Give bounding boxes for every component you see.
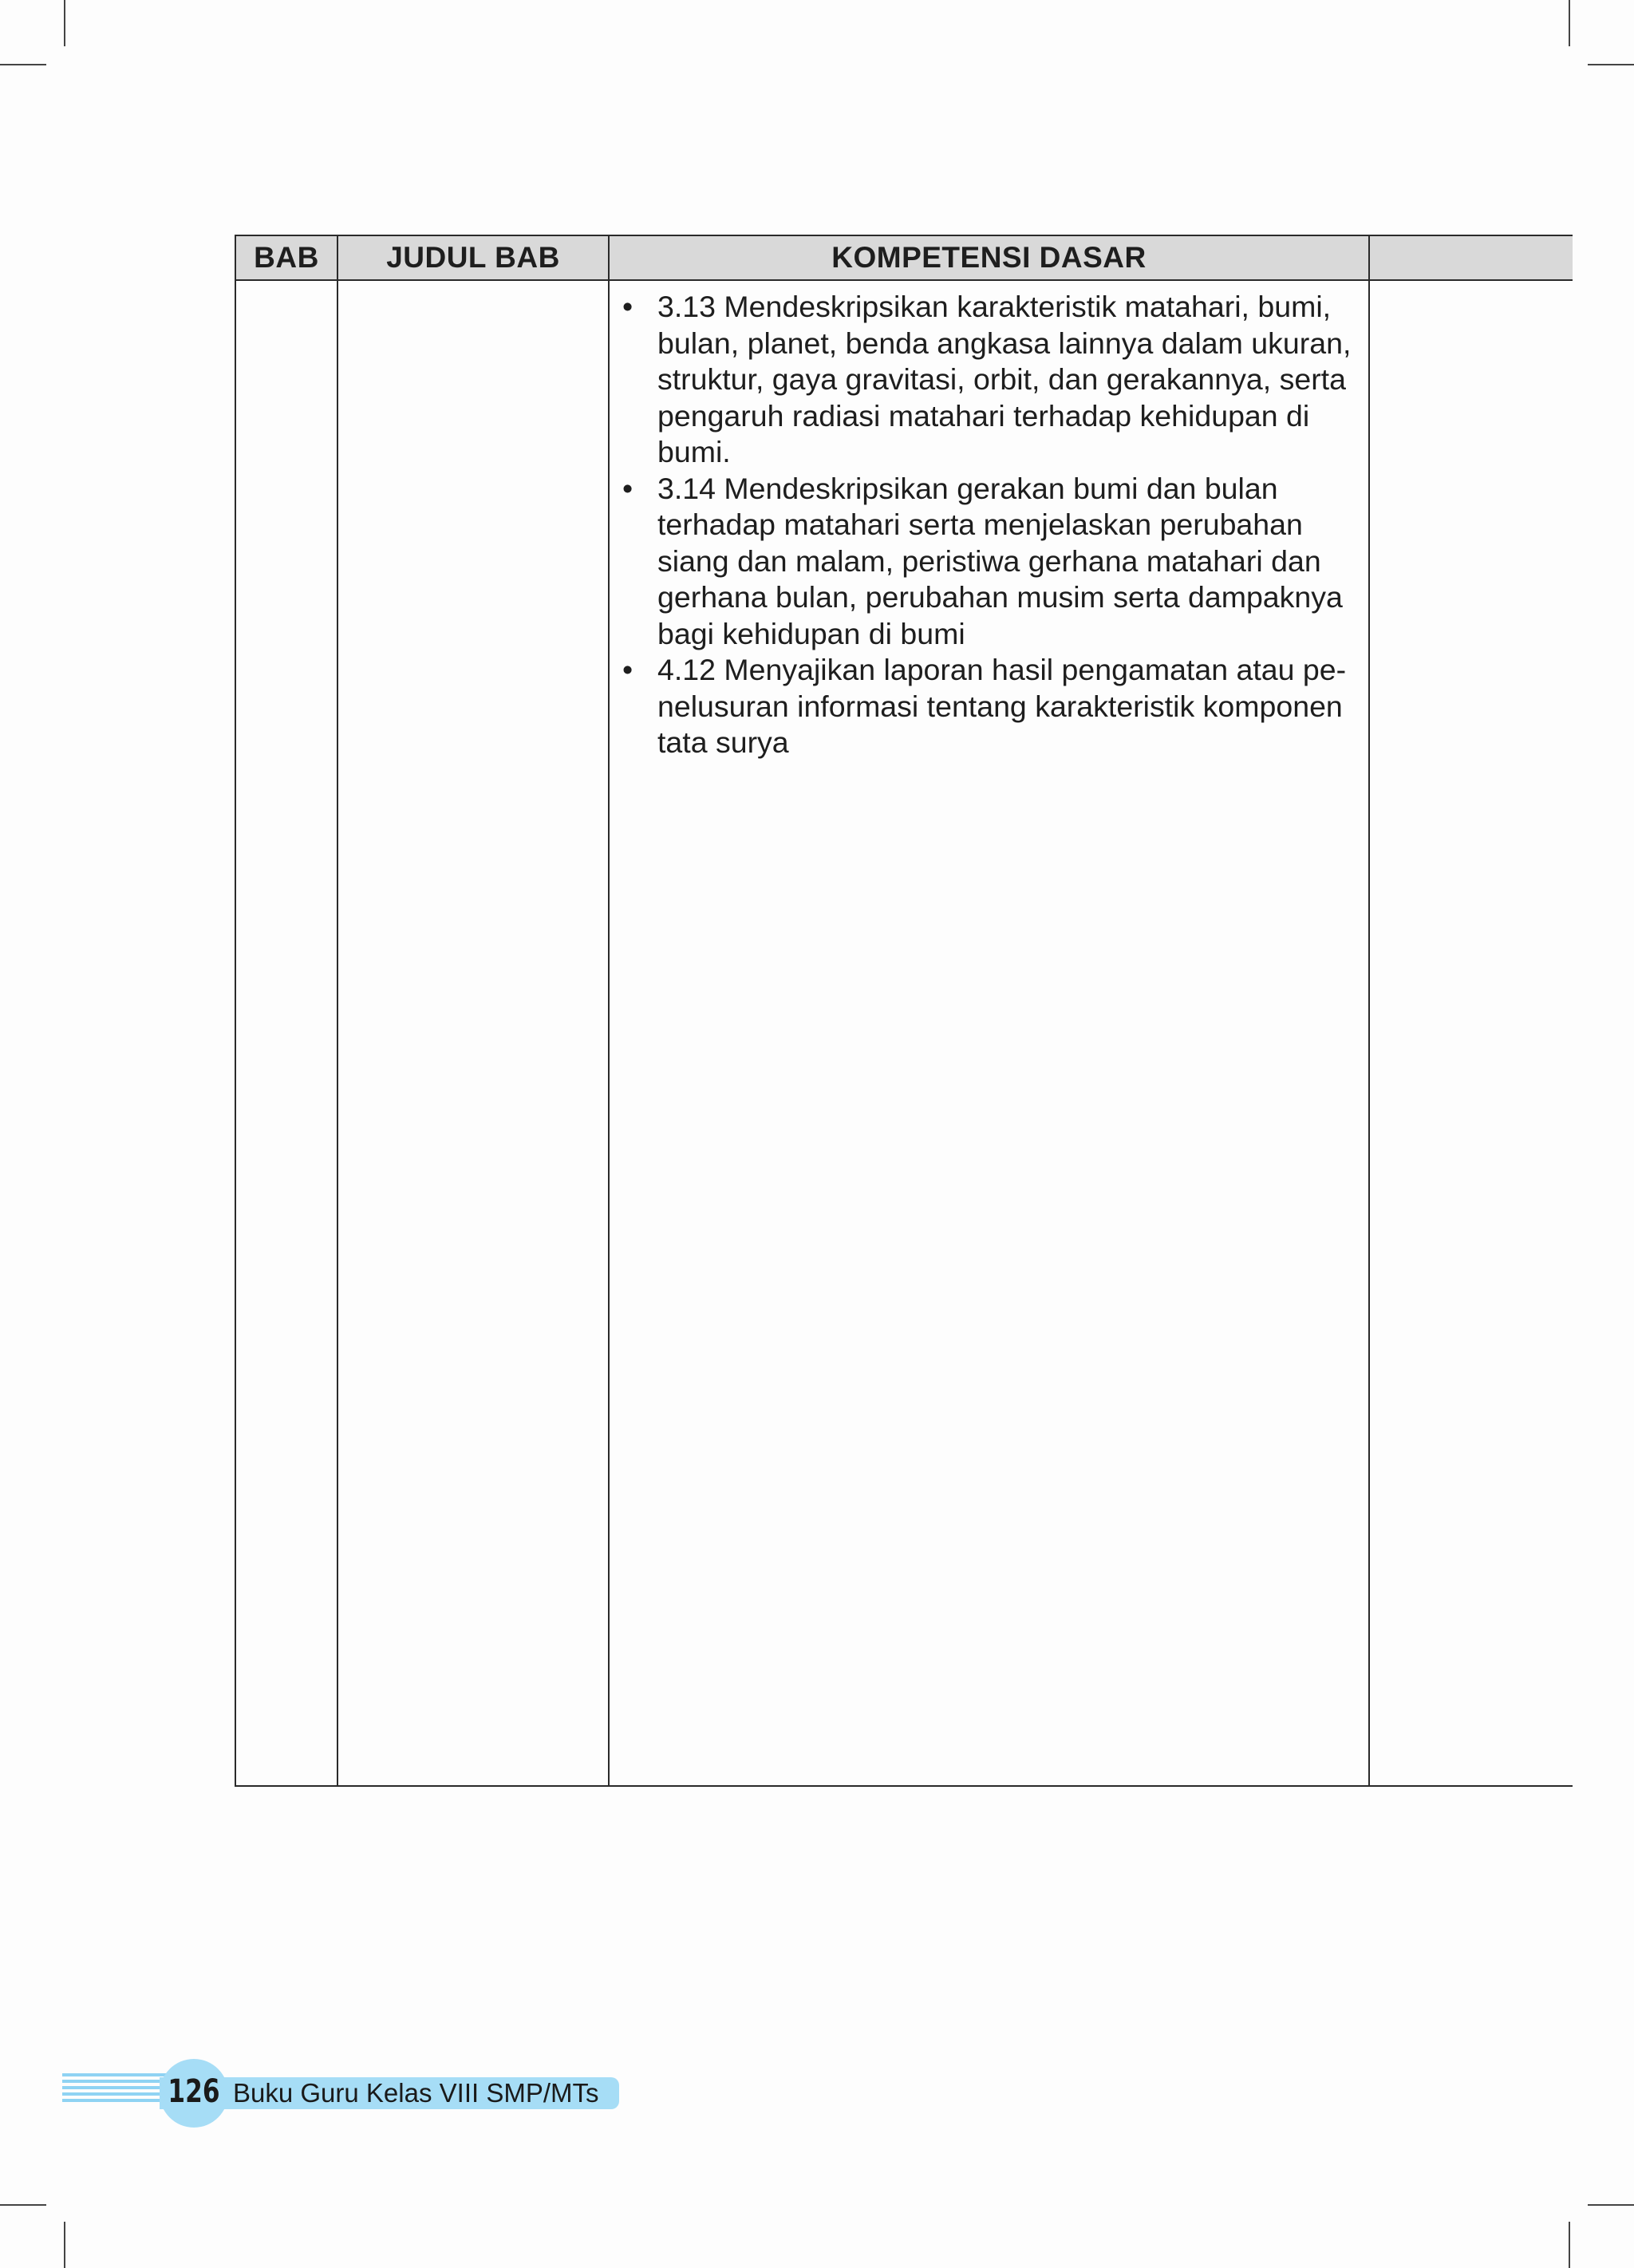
header-kompetensi-dasar: KOMPETENSI DASAR (609, 235, 1369, 280)
competency-text: 3.13 Mendeskripsikan karakteristik matahari, bumi, bulan, planet, benda angkasa lainnya dalam ukuran, struktur, gaya gravitasi, orbit, dan gerakannya, serta pengaruh radiasi matahari terhadap kehidupan di bumi. (657, 290, 1352, 468)
header-bab: BAB (235, 235, 337, 280)
cell-judul-bab (337, 280, 609, 1786)
competency-list (610, 281, 1368, 761)
header-extra (1369, 235, 1573, 280)
table-header-row (235, 235, 1573, 280)
cell-kompetensi-dasar (609, 280, 1369, 1786)
page-number: 126 (168, 2073, 220, 2110)
header-judul-bab: JUDUL BAB (337, 235, 609, 280)
cell-bab (235, 280, 337, 1786)
crop-mark-bottom-right-h (1588, 2204, 1634, 2206)
bullet: • (622, 471, 633, 505)
table-row (235, 280, 1573, 1786)
competency-text: 3.14 Mendeskripsikan gerakan bumi dan bulan terhadap matahari serta menjelaskan perubahan siang dan malam, peristiwa gerhana matahari dan gerhana bulan, perubahan musim serta dampaknya bagi kehidupan di bumi (657, 471, 1343, 650)
crop-mark-top-right-v (1569, 0, 1570, 46)
book-title: Buku Guru Kelas VIII SMP/MTs (233, 2078, 599, 2108)
cell-extra (1369, 280, 1573, 1786)
list-item (619, 471, 1359, 653)
competency-text: 4.12 Menyajikan laporan hasil pengamatan atau pe-nelusuran informasi tentang karakteristik komponen tata surya (657, 653, 1347, 759)
crop-mark-bottom-left-h (0, 2204, 46, 2206)
crop-mark-top-left-v (64, 0, 65, 46)
crop-mark-top-right-h (1588, 64, 1634, 65)
crop-mark-top-left-h (0, 64, 46, 65)
bullet: • (622, 290, 633, 323)
crop-mark-bottom-left-v (64, 2222, 65, 2268)
list-item (619, 289, 1359, 471)
competency-table (235, 235, 1573, 1787)
bullet: • (622, 653, 633, 686)
list-item (619, 652, 1359, 761)
crop-mark-bottom-right-v (1569, 2222, 1570, 2268)
